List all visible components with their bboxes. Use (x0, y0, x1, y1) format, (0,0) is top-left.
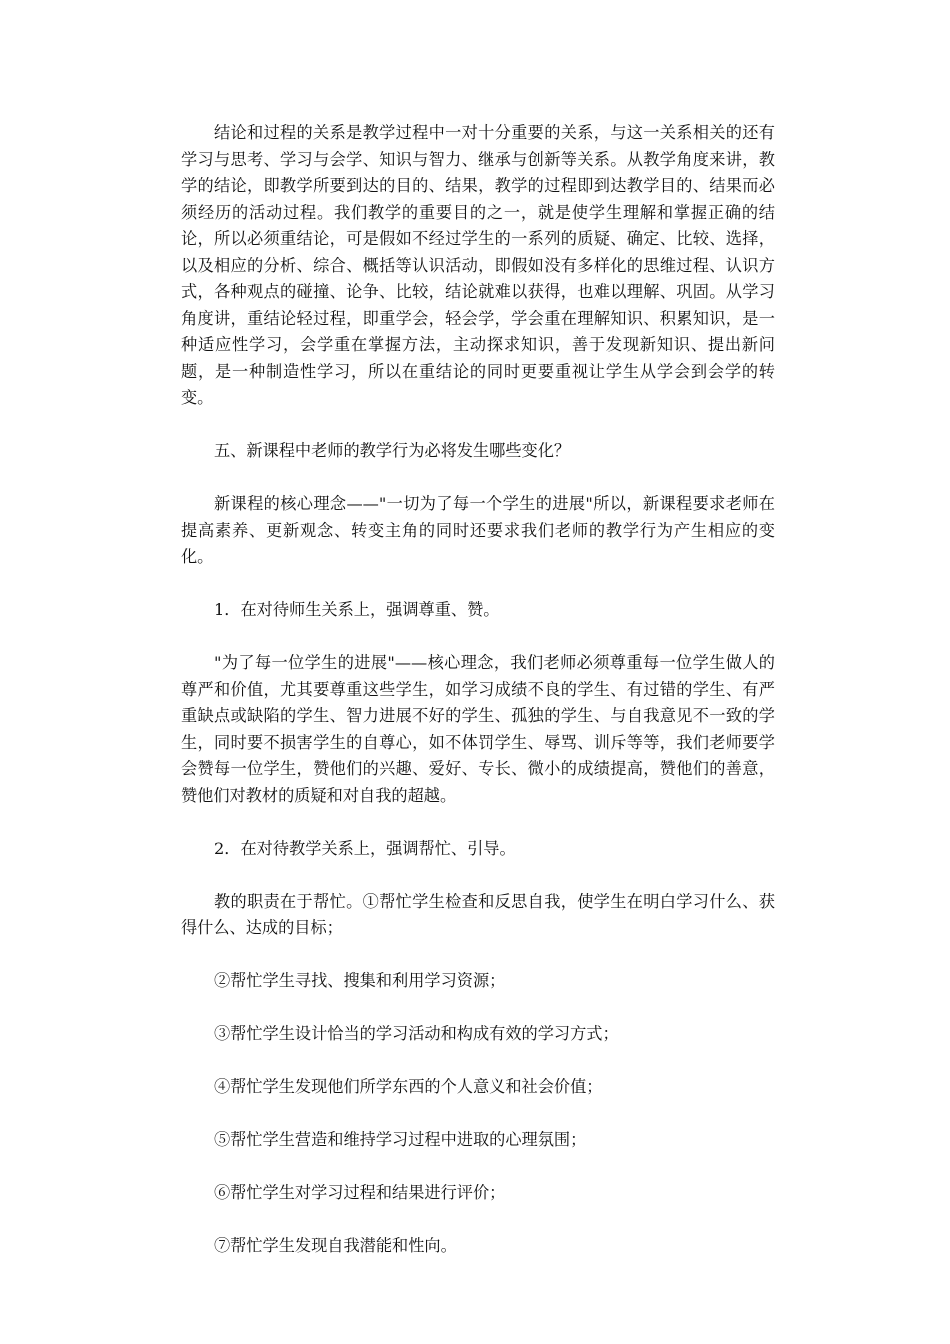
point-heading-1: 1．在对待师生关系上，强调尊重、赞。 (214, 600, 500, 619)
section-heading-five: 五、新课程中老师的教学行为必将发生哪些变化？ (214, 441, 571, 460)
list-item-help-5: ⑤帮忙学生营造和维持学习过程中进取的心理氛围； (214, 1130, 587, 1149)
paragraph-respect-students: "为了每一位学生的进展"——核心理念，我们老师必须尊重每一位学生做人的尊严和价值，尤其要尊重这些学生，如学习成绩不良的学生、有过错的学生、有严重缺点或缺陷的学生、智力进展不好的学生、孤独的学生、与自我意见不一致的学生，同时要不损害学生的自尊心，如不体罚学生、辱骂、训斥等等，我们老师要学会赞每一位学生，赞他们的兴趣、爱好、专长、微小的成绩提高，赞他们的善意，赞他们对教材的质疑和对自我的超越。 (181, 653, 775, 805)
paragraph-conclusion-process: 结论和过程的关系是教学过程中一对十分重要的关系，与这一关系相关的还有学习与思考、学习与会学、知识与智力、继承与创新等关系。从教学角度来讲，教学的结论，即教学所要到达的目的、结果，教学的过程即到达教学目的、结果而必须经历的活动过程。我们教学的重要目的之一，就是使学生理解和掌握正确的结论，所以必须重结论，可是假如不经过学生的一系列的质疑、确定、比较、选择，以及相应的分析、综合、概括等认识活动，即假如没有多样化的思维过程、认识方式，各种观点的碰撞、论争、比较，结论就难以获得，也难以理解、巩固。从学习角度讲，重结论轻过程，即重学会，轻会学，学会重在理解知识、积累知识，是一种适应性学习，会学重在掌握方法，主动探求知识，善于发现新知识、提出新问题，是一种制造性学习，所以在重结论的同时更要重视让学生从学会到会学的转变。 (181, 123, 775, 407)
list-item-help-6: ⑥帮忙学生对学习过程和结果进行评价； (214, 1183, 506, 1202)
point-heading-2: 2．在对待教学关系上，强调帮忙、引导。 (214, 838, 516, 858)
list-item-help-3: ③帮忙学生设计恰当的学习活动和构成有效的学习方式； (214, 1024, 619, 1043)
document-page (181, 120, 775, 1260)
paragraph-core-concept: 新课程的核心理念——"一切为了每一个学生的进展"所以，新课程要求老师在提高素养、更新观念、转变主角的同时还要求我们老师的教学行为产生相应的变化。 (181, 494, 775, 566)
list-item-help-1: 教的职责在于帮忙。①帮忙学生检查和反思自我，使学生在明白学习什么、获得什么、达成的目标； (181, 891, 775, 937)
list-item-help-4: ④帮忙学生发现他们所学东西的个人意义和社会价值； (214, 1077, 603, 1096)
list-item-help-7: ⑦帮忙学生发现自我潜能和性向。 (214, 1236, 457, 1255)
list-item-help-2: ②帮忙学生寻找、搜集和利用学习资源； (214, 971, 506, 990)
